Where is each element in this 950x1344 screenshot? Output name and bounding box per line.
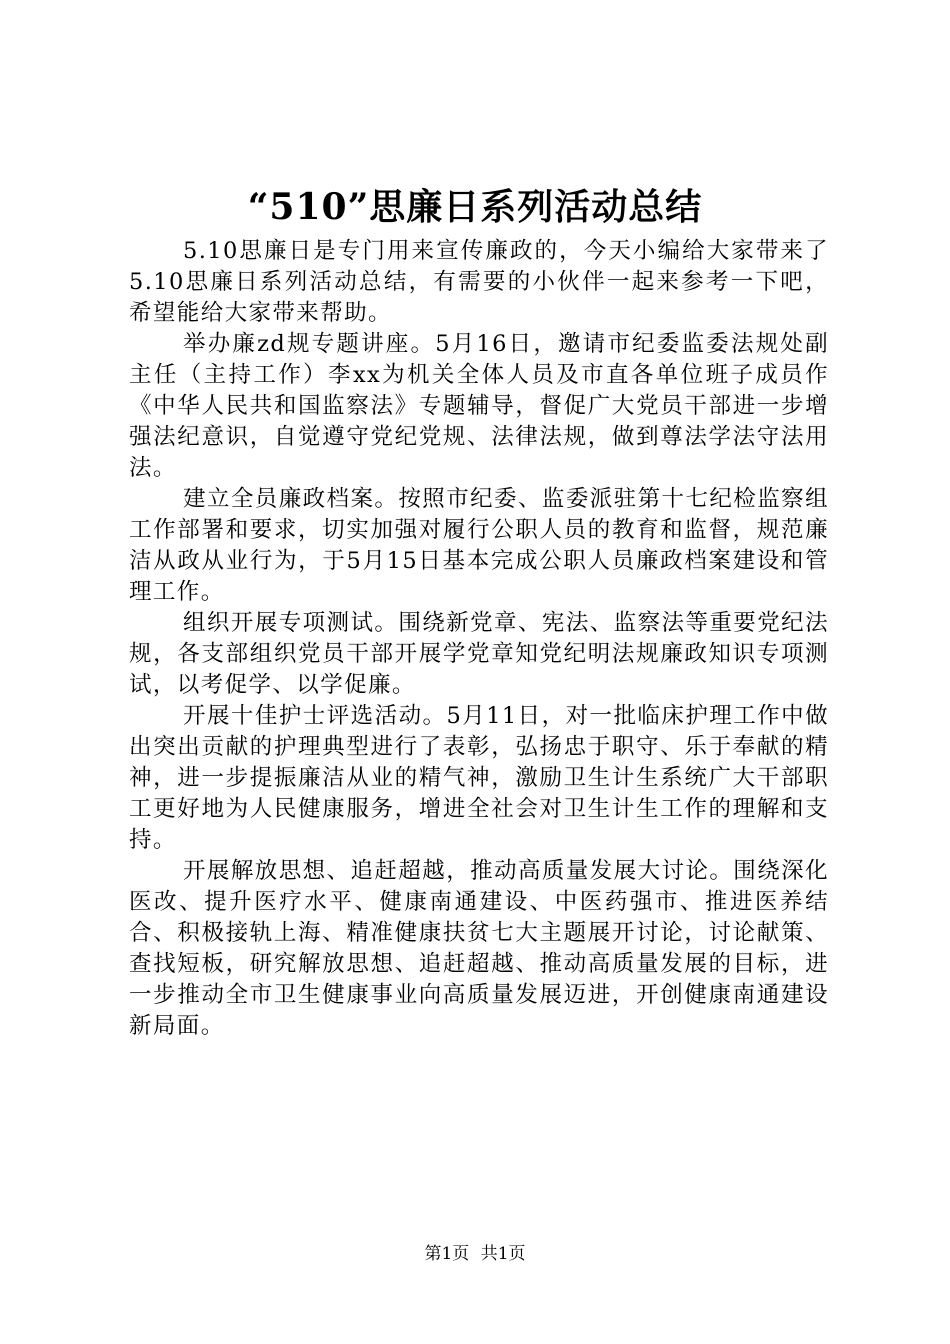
- paragraph-intro: 5.10思廉日是专门用来宣传廉政的，今天小编给大家带来了5.10思廉日系列活动总结，有需要的小伙伴一起来参考一下吧，希望能给大家带来帮助。: [129, 238, 829, 326]
- paragraph-test: 组织开展专项测试。围绕新党章、宪法、监察法等重要党纪法规，各支部组织党员干部开展学党章知党纪明法规廉政知识专项测试，以考促学、以学促廉。: [129, 610, 829, 698]
- paragraph-lecture: 举办廉zd规专题讲座。5月16日，邀请市纪委监委法规处副主任（主持工作）李xx为机关全体人员及市直各单位班子成员作《中华人民共和国监察法》专题辅导，督促广大党员干部进一步增强法纪意识，自觉遵守党纪党规、法律法规，做到尊法学法守法用法。: [129, 331, 829, 481]
- page-total: 共1页: [480, 1244, 526, 1264]
- paragraph-nurse-award: 开展十佳护士评选活动。5月11日，对一批临床护理工作中做出突出贡献的护理典型进行了表彰，弘扬忠于职守、乐于奉献的精神，进一步提振廉洁从业的精气神，激励卫生计生系统广大干部职工更好地为人民健康服务，增进全社会对卫生计生工作的理解和支持。: [129, 703, 829, 853]
- paragraph-discussion: 开展解放思想、追赶超越，推动高质量发展大讨论。围绕深化医改、提升医疗水平、健康南通建设、中医药强市、推进医养结合、积极接轨上海、精准健康扶贫七大主题展开讨论，讨论献策、查找短板，研究解放思想、追赶超越、推动高质量发展的目标，进一步推动全市卫生健康事业向高质量发展迈进，开创健康南通建设新局面。: [129, 858, 829, 1039]
- document-title: “510”思廉日系列活动总结: [247, 186, 703, 228]
- paragraph-archive: 建立全员廉政档案。按照市纪委、监委派驻第十七纪检监察组工作部署和要求，切实加强对履行公职人员的教育和监督，规范廉洁从政从业行为，于5月15日基本完成公职人员廉政档案建设和管理工作。: [129, 486, 829, 605]
- page-footer: [0, 1242, 950, 1266]
- page-number: 第1页: [424, 1244, 470, 1264]
- document-body: [129, 236, 829, 1042]
